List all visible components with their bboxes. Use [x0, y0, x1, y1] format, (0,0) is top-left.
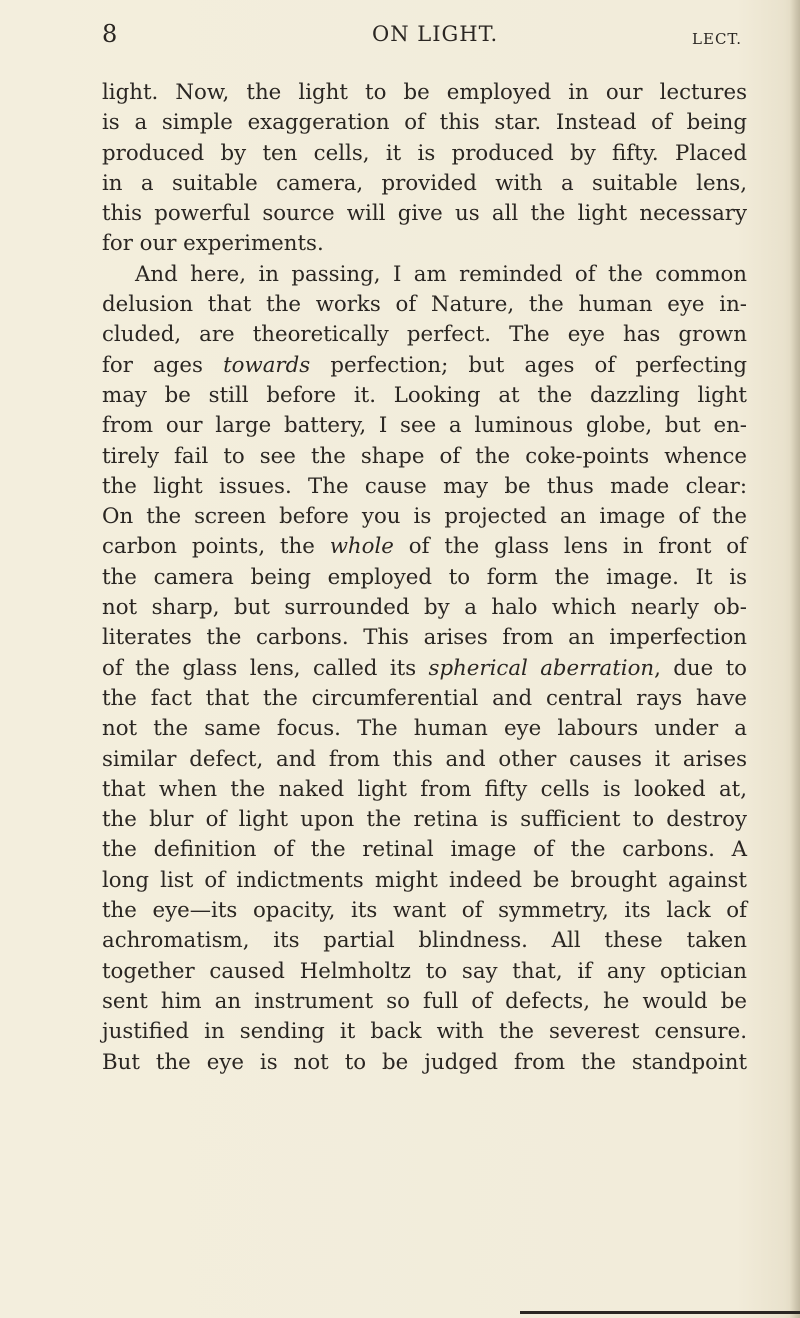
text-segment: for our experiments.: [102, 231, 324, 257]
text-segment: carbon points, the: [102, 534, 330, 560]
text-line: [102, 805, 747, 835]
text-line: [102, 502, 747, 532]
text-line: [102, 1017, 747, 1047]
italic-text: towards: [223, 352, 311, 378]
text-segment: of the glass lens, called its: [102, 655, 429, 681]
text-line: [102, 260, 747, 290]
body-text: [102, 78, 747, 1078]
text-line: [102, 593, 747, 623]
page-number: 8: [102, 20, 118, 48]
text-line: [102, 169, 747, 199]
text-segment: in a suitable camera, provided with a suitable lens,: [102, 170, 747, 196]
text-line: [102, 1048, 747, 1078]
italic-text: spherical aberration: [428, 655, 655, 681]
text-line: [102, 411, 747, 441]
text-line: [102, 987, 747, 1017]
text-line: [102, 532, 747, 562]
text-line: [102, 351, 747, 381]
text-segment: light. Now, the light to be employed in our lectures: [102, 80, 747, 105]
text-segment: perfection; but ages of perfecting: [310, 352, 747, 378]
text-line: [102, 714, 747, 744]
text-line: [102, 320, 747, 350]
text-line: [102, 623, 747, 653]
text-line: [102, 442, 747, 472]
text-line: [102, 745, 747, 775]
text-segment: not the same focus. The human eye labours under a: [102, 716, 747, 742]
text-line: [102, 654, 747, 684]
page-header: [102, 20, 742, 56]
text-line: [102, 472, 747, 502]
text-segment: the definition of the retinal image of the carbons. A: [102, 837, 747, 863]
text-segment: , due to: [654, 655, 747, 681]
text-segment: similar defect, and from this and other causes it arises: [102, 746, 747, 772]
text-line: [102, 108, 747, 138]
text-segment: the fact that the circumferential and central rays have: [102, 685, 747, 711]
text-segment: not sharp, but surrounded by a halo which nearly ob-: [102, 595, 747, 621]
text-segment: cluded, are theoretically perfect. The eye has grown: [102, 322, 747, 348]
text-line: [102, 381, 747, 411]
text-segment: long list of indictments might indeed be brought against: [102, 867, 747, 893]
text-segment: that when the naked light from fifty cells is looked at,: [102, 776, 747, 802]
text-segment: the camera being employed to form the image. It is: [102, 564, 747, 590]
text-line: [102, 563, 747, 593]
text-line: [102, 926, 747, 956]
text-segment: And here, in passing, I am reminded of the common: [135, 261, 747, 287]
running-head: ON LIGHT.: [372, 22, 499, 46]
text-segment: the blur of light upon the retina is sufficient to destroy: [102, 807, 747, 833]
text-line: [102, 199, 747, 229]
text-line: [102, 896, 747, 926]
text-segment: the light issues. The cause may be thus made clear:: [102, 473, 747, 499]
page-edge-shadow: [790, 0, 800, 1318]
text-segment: from our large battery, I see a luminous globe, but en-: [102, 413, 747, 439]
text-segment: may be still before it. Looking at the dazzling light: [102, 382, 747, 408]
text-segment: tirely fail to see the shape of the coke-points whence: [102, 443, 747, 469]
text-segment: this powerful source will give us all the light necessary: [102, 201, 747, 227]
bottom-rule: [520, 1311, 800, 1314]
text-segment: literates the carbons. This arises from an imperfection: [102, 625, 747, 651]
text-segment: sent him an instrument so full of defects, he would be: [102, 988, 747, 1014]
text-line: [102, 229, 747, 259]
text-segment: produced by ten cells, it is produced by fifty. Placed: [102, 140, 747, 166]
text-segment: But the eye is not to be judged from the standpoint: [102, 1049, 747, 1075]
lecture-abbreviation: LECT.: [692, 30, 742, 48]
text-line: [102, 835, 747, 865]
text-line: [102, 139, 747, 169]
text-line: [102, 775, 747, 805]
text-segment: justified in sending it back with the severest censure.: [102, 1019, 747, 1045]
text-segment: delusion that the works of Nature, the human eye in-: [102, 292, 747, 318]
text-segment: together caused Helmholtz to say that, if any optician: [102, 958, 747, 984]
text-line: [102, 684, 747, 714]
text-segment: the eye—its opacity, its want of symmetry, its lack of: [102, 898, 747, 924]
text-line: [102, 957, 747, 987]
text-line: [102, 78, 747, 108]
text-segment: On the screen before you is projected an image of the: [102, 504, 747, 530]
text-line: [102, 866, 747, 896]
text-segment: achromatism, its partial blindness. All these taken: [102, 928, 747, 954]
text-segment: of the glass lens in front of: [393, 534, 747, 560]
italic-text: whole: [329, 534, 394, 560]
text-line: [102, 290, 747, 320]
text-segment: for ages: [102, 352, 224, 378]
text-segment: is a simple exaggeration of this star. Instead of being: [102, 110, 747, 136]
